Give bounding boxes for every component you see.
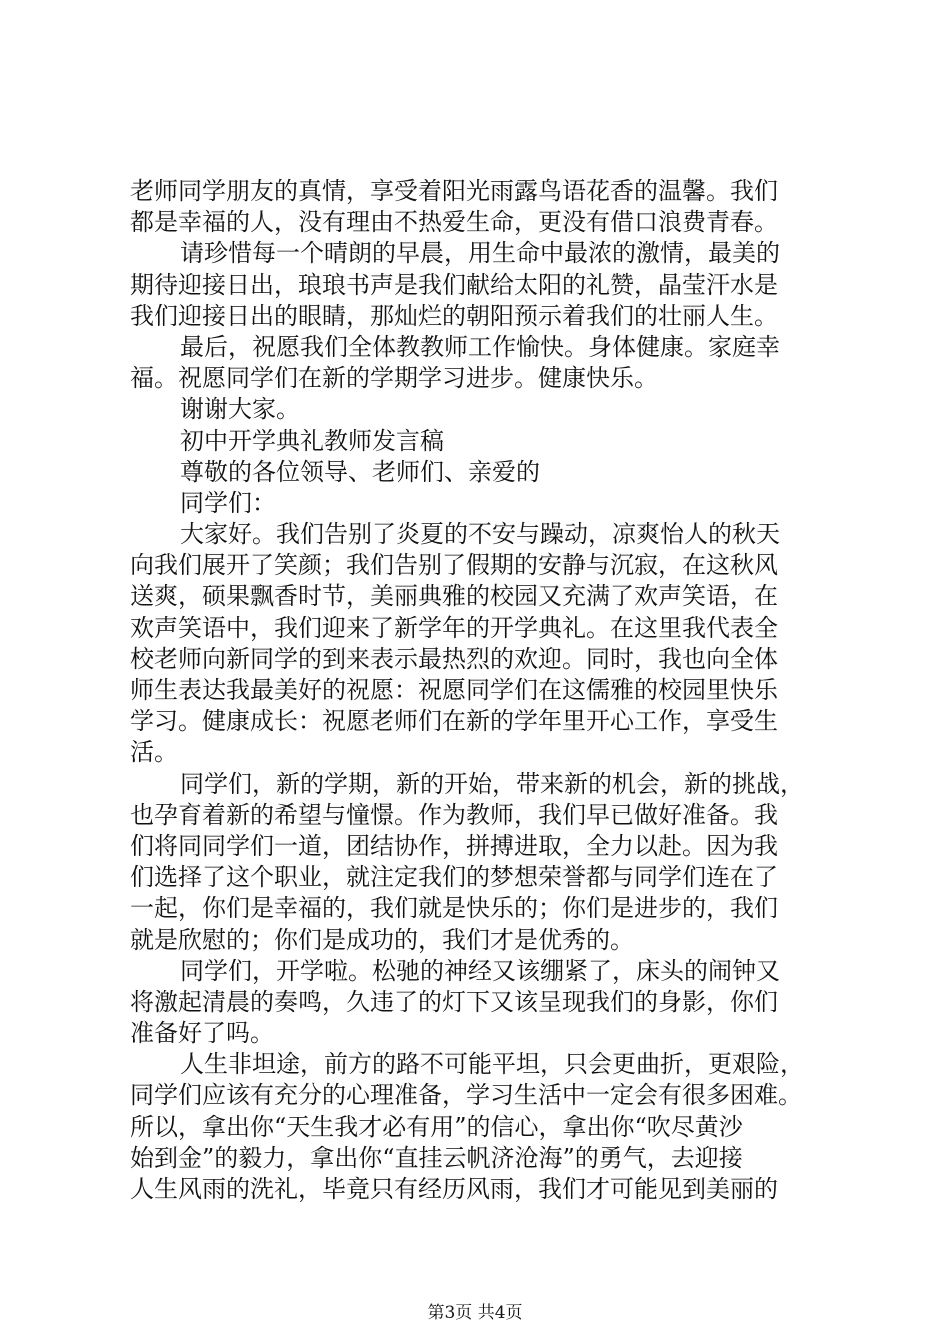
page-number-label: 第3页 共4页 [427,1303,523,1323]
text-line: 同学们应该有充分的心理准备，学习生活中一定会有很多困难。 [130,1081,802,1110]
text-line: 我们迎接日出的眼睛，那灿烂的朝阳预示着我们的壮丽人生。 [130,301,778,330]
text-line: 活。 [130,738,178,767]
text-line: 福。祝愿同学们在新的学期学习进步。健康快乐。 [130,364,658,393]
text-line: 同学们，新的学期，新的开始，带来新的机会，新的挑战， [180,769,804,798]
text-line: 欢声笑语中，我们迎来了新学年的开学典礼。在这里我代表全 [130,613,778,642]
text-line: 校老师向新同学的到来表示最热烈的欢迎。同时，我也向全体 [130,644,778,673]
text-line: 准备好了吗。 [130,1019,274,1048]
text-line: 初中开学典礼教师发言稿 [180,426,444,455]
text-line: 同学们： [180,488,276,517]
text-line: 师生表达我最美好的祝愿：祝愿同学们在这儒雅的校园里快乐 [130,676,778,704]
text-line: 最后，祝愿我们全体教教师工作愉快。身体健康。家庭幸 [180,332,780,361]
text-line: 们选择了这个职业，就注定我们的梦想荣誉都与同学们连在了 [130,863,778,892]
text-line: 也孕育着新的希望与憧憬。作为教师，我们早已做好准备。我 [130,800,778,829]
body-text [130,176,830,1205]
text-line: 一起，你们是幸福的，我们就是快乐的；你们是进步的，我们 [130,894,778,923]
text-line: 所以，拿出你“天生我才必有用”的信心，拿出你“吹尽黄沙 [130,1112,743,1141]
text-line: 送爽，硕果飘香时节，美丽典雅的校园又充满了欢声笑语，在 [130,582,778,611]
text-line: 谢谢大家。 [180,395,300,424]
text-line: 都是幸福的人，没有理由不热爱生命，更没有借口浪费青春。 [130,208,778,237]
text-line: 尊敬的各位领导、老师们、亲爱的 [180,457,540,486]
page-footer [0,1298,950,1323]
text-line: 始到金”的毅力，拿出你“直挂云帆济沧海”的勇气，去迎接 [130,1143,743,1172]
text-line: 向我们展开了笑颜；我们告别了假期的安静与沉寂，在这秋风 [130,551,778,580]
text-line: 就是欣慰的；你们是成功的，我们才是优秀的。 [130,925,634,954]
text-line: 同学们，开学啦。松驰的神经又该绷紧了，床头的闹钟又 [180,956,780,985]
text-line: 老师同学朋友的真情，享受着阳光雨露鸟语花香的温馨。我们 [130,177,778,205]
text-line: 学习。健康成长：祝愿老师们在新的学年里开心工作，享受生 [130,707,778,736]
text-line: 人生风雨的洗礼，毕竟只有经历风雨，我们才可能见到美丽的 [130,1175,778,1203]
text-line: 人生非坦途，前方的路不可能平坦，只会更曲折，更艰险， [180,1050,804,1079]
text-line: 期待迎接日出，琅琅书声是我们献给太阳的礼赞，晶莹汗水是 [130,270,778,299]
text-line: 大家好。我们告别了炎夏的不安与躁动，凉爽怡人的秋天 [180,520,780,549]
text-line: 将激起清晨的奏鸣，久违了的灯下又该呈现我们的身影，你们 [130,987,778,1016]
text-line: 请珍惜每一个晴朗的早晨，用生命中最浓的激情，最美的 [180,239,780,268]
text-line: 们将同同学们一道，团结协作，拼搏进取，全力以赴。因为我 [130,831,778,860]
